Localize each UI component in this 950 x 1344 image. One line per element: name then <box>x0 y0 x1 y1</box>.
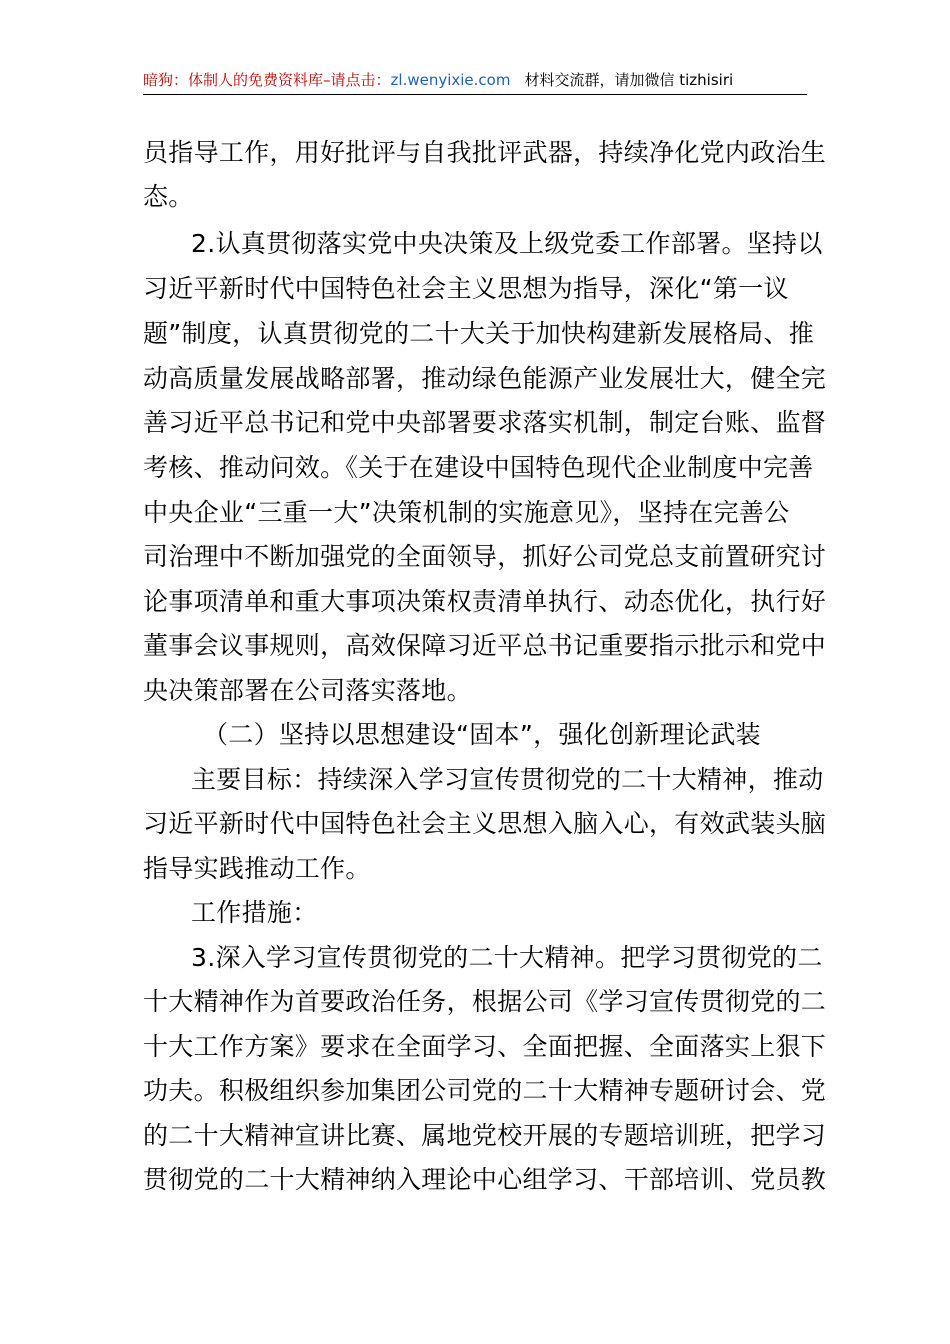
header-link-prefix: –请点击： <box>323 71 391 89</box>
text-line: 善习近平总书记和党中央部署要求落实机制，制定台账、监督 <box>143 408 827 437</box>
text-line: 工作措施： <box>191 898 318 927</box>
text-line: 央决策部署在公司落实落地。 <box>143 676 472 705</box>
text-line: 主要目标：持续深入学习宣传贯彻党的二十大精神，推动 <box>191 765 824 794</box>
section-heading: 2.认真贯彻落实党中央决策及上级党委工作部署。坚持以 <box>191 229 823 258</box>
page-header <box>143 66 807 95</box>
text-line: 考核、推动问效。《关于在建设中国特色现代企业制度中完善 <box>143 453 814 482</box>
header-contact: 材料交流群，请加微信 tizhisiri <box>524 71 734 89</box>
text-line: 的二十大精神宣讲比赛、属地党校开展的专题培训班，把学习 <box>143 1121 827 1150</box>
text-line: 题”制度，认真贯彻党的二十大关于加快构建新发展格局、推 <box>143 319 815 348</box>
text-line: 十大精神作为首要政治任务，根据公司《学习宣传贯彻党的二 <box>143 987 827 1016</box>
text-line: 习近平新时代中国特色社会主义思想为指导，深化“第一议 <box>143 274 789 303</box>
text-line: 司治理中不断加强党的全面领导，抓好公司党总支前置研究讨 <box>143 542 827 571</box>
subsection-heading: （二）坚持以思想建设“固本”，强化创新理论武装 <box>203 720 761 749</box>
header-brand: 暗狗：体制人的免费资料库 <box>143 71 324 89</box>
text-line: 论事项清单和重大事项决策权责清单执行、动态优化，执行好 <box>143 587 827 616</box>
text-line: 功夫。积极组织参加集团公司党的二十大精神专题研讨会、党 <box>143 1076 827 1105</box>
text-line: 中央企业“三重一大”决策机制的实施意见》，坚持在完善公 <box>143 498 790 527</box>
text-line: 员指导工作，用好批评与自我批评武器，持续净化党内政治生 <box>143 138 827 167</box>
section-heading: 3.深入学习宣传贯彻党的二十大精神。把学习贯彻党的二 <box>191 943 823 972</box>
text-line: 动高质量发展战略部署，推动绿色能源产业发展壮大，健全完 <box>143 364 827 393</box>
text-line: 态。 <box>143 182 194 211</box>
text-line: 董事会议事规则，高效保障习近平总书记重要指示批示和党中 <box>143 631 827 660</box>
text-line: 指导实践推动工作。 <box>143 854 371 883</box>
text-line: 习近平新时代中国特色社会主义思想入脑入心，有效武装头脑 <box>143 809 827 838</box>
header-url-link[interactable]: zl.wenyixie.com <box>390 71 511 89</box>
text-line: 贯彻党的二十大精神纳入理论中心组学习、干部培训、党员教 <box>143 1165 827 1194</box>
text-line: 十大工作方案》要求在全面学习、全面把握、全面落实上狠下 <box>143 1032 827 1061</box>
